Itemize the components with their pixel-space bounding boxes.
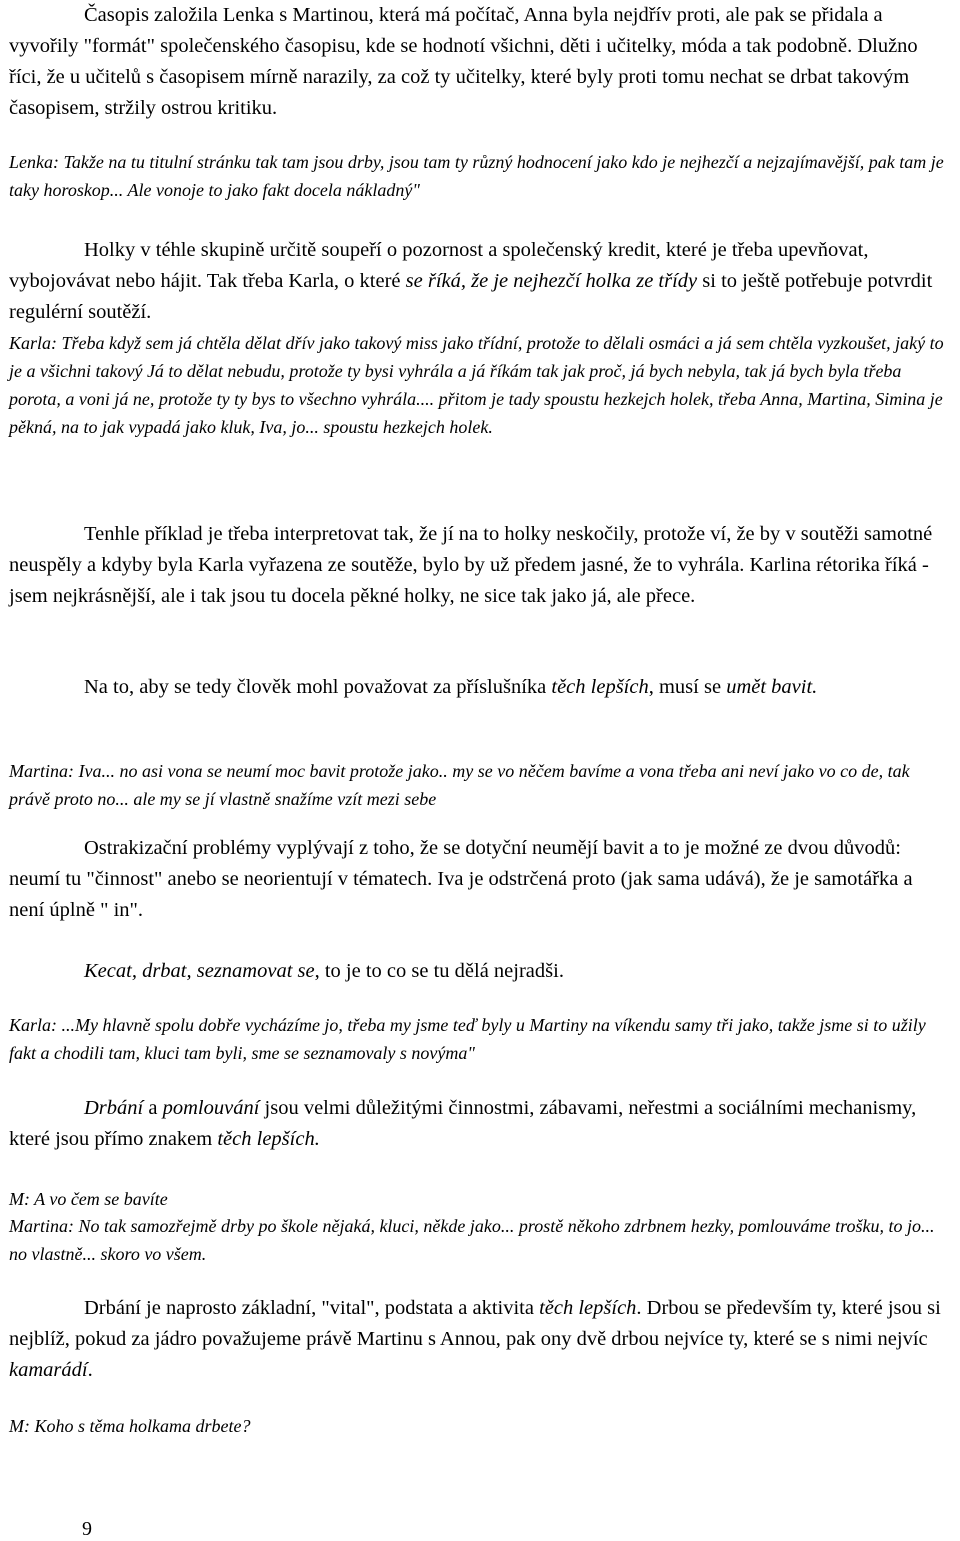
body-paragraph [9,519,947,612]
emphasis-text: pomlouvání [162,1097,260,1119]
emphasis-text: Kecat, drbat, seznamovat se [84,960,315,982]
interview-quote [9,757,947,813]
text-run: Holky v téhle skupině určitě soupeří o pozornost a společenský kredit, které je třeba upevňovat, vybojovávat nebo hájit. Tak třeba Karla, o které [9,239,869,292]
emphasis-text: těch lepších [539,1297,637,1319]
text-run: Drbání je naprosto základní, "vital", podstata a aktivita [84,1297,540,1319]
emphasis-text: umět bavit. [726,676,818,698]
emphasis-text: kamarádí [9,1359,88,1381]
body-paragraph [9,235,947,328]
interview-quote [9,1212,947,1268]
body-paragraph [9,833,947,926]
page-number: 9 [82,1518,92,1540]
emphasis-text: se říká, že je nejhezčí holka ze třídy [405,270,698,292]
interview-quote [9,1011,947,1067]
text-run: a [143,1097,163,1119]
text-run: si to ještě potřebuje potvrdit regulérní soutěží. [9,270,933,323]
text-run: M: Koho s těma holkama drbete? [9,1416,251,1436]
text-run: Tenhle příklad je třeba interpretovat tak, že jí na to holky neskočily, protože ví, že by v soutěži samotné neuspěly a kdyby byla Karla vyřazena ze soutěže, bylo by už předem jasné, že to vyhrála. Karlina rétorika říká - jsem nejkrásnější, ale i tak jsou tu docela pěkné holky, ne sice tak jako já, ale přece. [9,523,933,607]
interview-quote [9,1185,947,1213]
text-run: , musí se [648,676,727,698]
body-paragraph [9,0,947,124]
interview-quote [9,1412,947,1440]
body-paragraph [9,956,947,987]
text-run: Ostrakizační problémy vyplývají z toho, že se dotyční neumějí bavit a to je možné ze dvou důvodů: neumí tu "činnost" anebo se neorientují v tématech. Iva je odstrčená proto (jak sama udává), že je samotářka a není úplně " in". [9,837,913,921]
text-run: M: A vo čem se bavíte [9,1189,168,1209]
interview-quote [9,148,947,204]
text-run: Martina: No tak samozřejmě drby po škole nějaká, kluci, někde jako... prostě někoho zdrbnem hezky, pomlouváme trošku, to jo... no vlastně... skoro vo všem. [9,1216,935,1264]
text-run: Lenka: Takže na tu titulní stránku tak tam jsou drby, jsou tam ty různý hodnocení jako kdo je nejhezčí a nejzajímavější, pak tam je taky horoskop... Ale vonoje to jako fakt docela nákladný" [9,152,944,200]
body-paragraph [9,1093,947,1155]
text-run: , to je to co se tu dělá nejradši. [314,960,564,982]
body-paragraph [9,672,947,703]
text-run: Na to, aby se tedy člověk mohl považovat za příslušníka [84,676,552,698]
emphasis-text: Drbání [84,1097,144,1119]
text-run: . [87,1359,93,1381]
text-run: Karla: ...My hlavně spolu dobře vycházíme jo, třeba my jsme teď byly u Martiny na víkendu samy tři jako, takže jsme si to užily fakt a chodili tam, kluci tam byli, sme se seznamovaly s novýma" [9,1015,926,1063]
text-run: Karla: Třeba když sem já chtěla dělat dřív jako takový miss jako třídní, protože to dělali osmáci a já sem chtěla vyzkoušet, jaký to je a všichni takový Já to dělat nebudu, protože ty bysi vyhrála a já říkám tak jak proč, já bych nebyla, tak já bych byla třeba porota, a voni já ne, protože ty ty bys to všechno vyhrála.... přitom je tady spoustu hezkejch holek, třeba Anna, Martina, Simina je pěkná, na to jak vypadá jako kluk, Iva, jo... spoustu hezkejch holek. [9,333,944,437]
text-run: Časopis založila Lenka s Martinou, která má počítač, Anna byla nejdřív proti, ale pak se přidala a vyvořily "formát" společenského časopisu, kde se hodnotí všichni, děti i učitelky, móda a tak podobně. Dlužno říci, že u učitelů s časopisem mírně narazily, za což ty učitelky, které byly proti tomu nechat se drbat takovým časopisem, stržily ostrou kritiku. [9,4,918,119]
text-run: Martina: Iva... no asi vona se neumí moc bavit protože jako.. my se vo něčem bavíme a vona třeba ani neví jako vo co de, tak právě proto no... ale my se jí vlastně snažíme vzít mezi sebe [9,761,910,809]
emphasis-text: těch lepších. [217,1128,320,1150]
body-paragraph [9,1293,947,1386]
emphasis-text: těch lepších [551,676,649,698]
text-run: . Drbou se především ty, které jsou si nejblíž, pokud za jádro považujeme právě Martinu s Annou, pak ony dvě drbou nejvíce ty, které se s nimi nejvíc [9,1297,941,1350]
text-run: jsou velmi důležitými činnostmi, zábavami, neřestmi a sociálními mechanismy, které jsou přímo znakem [9,1097,917,1150]
interview-quote [9,329,947,441]
